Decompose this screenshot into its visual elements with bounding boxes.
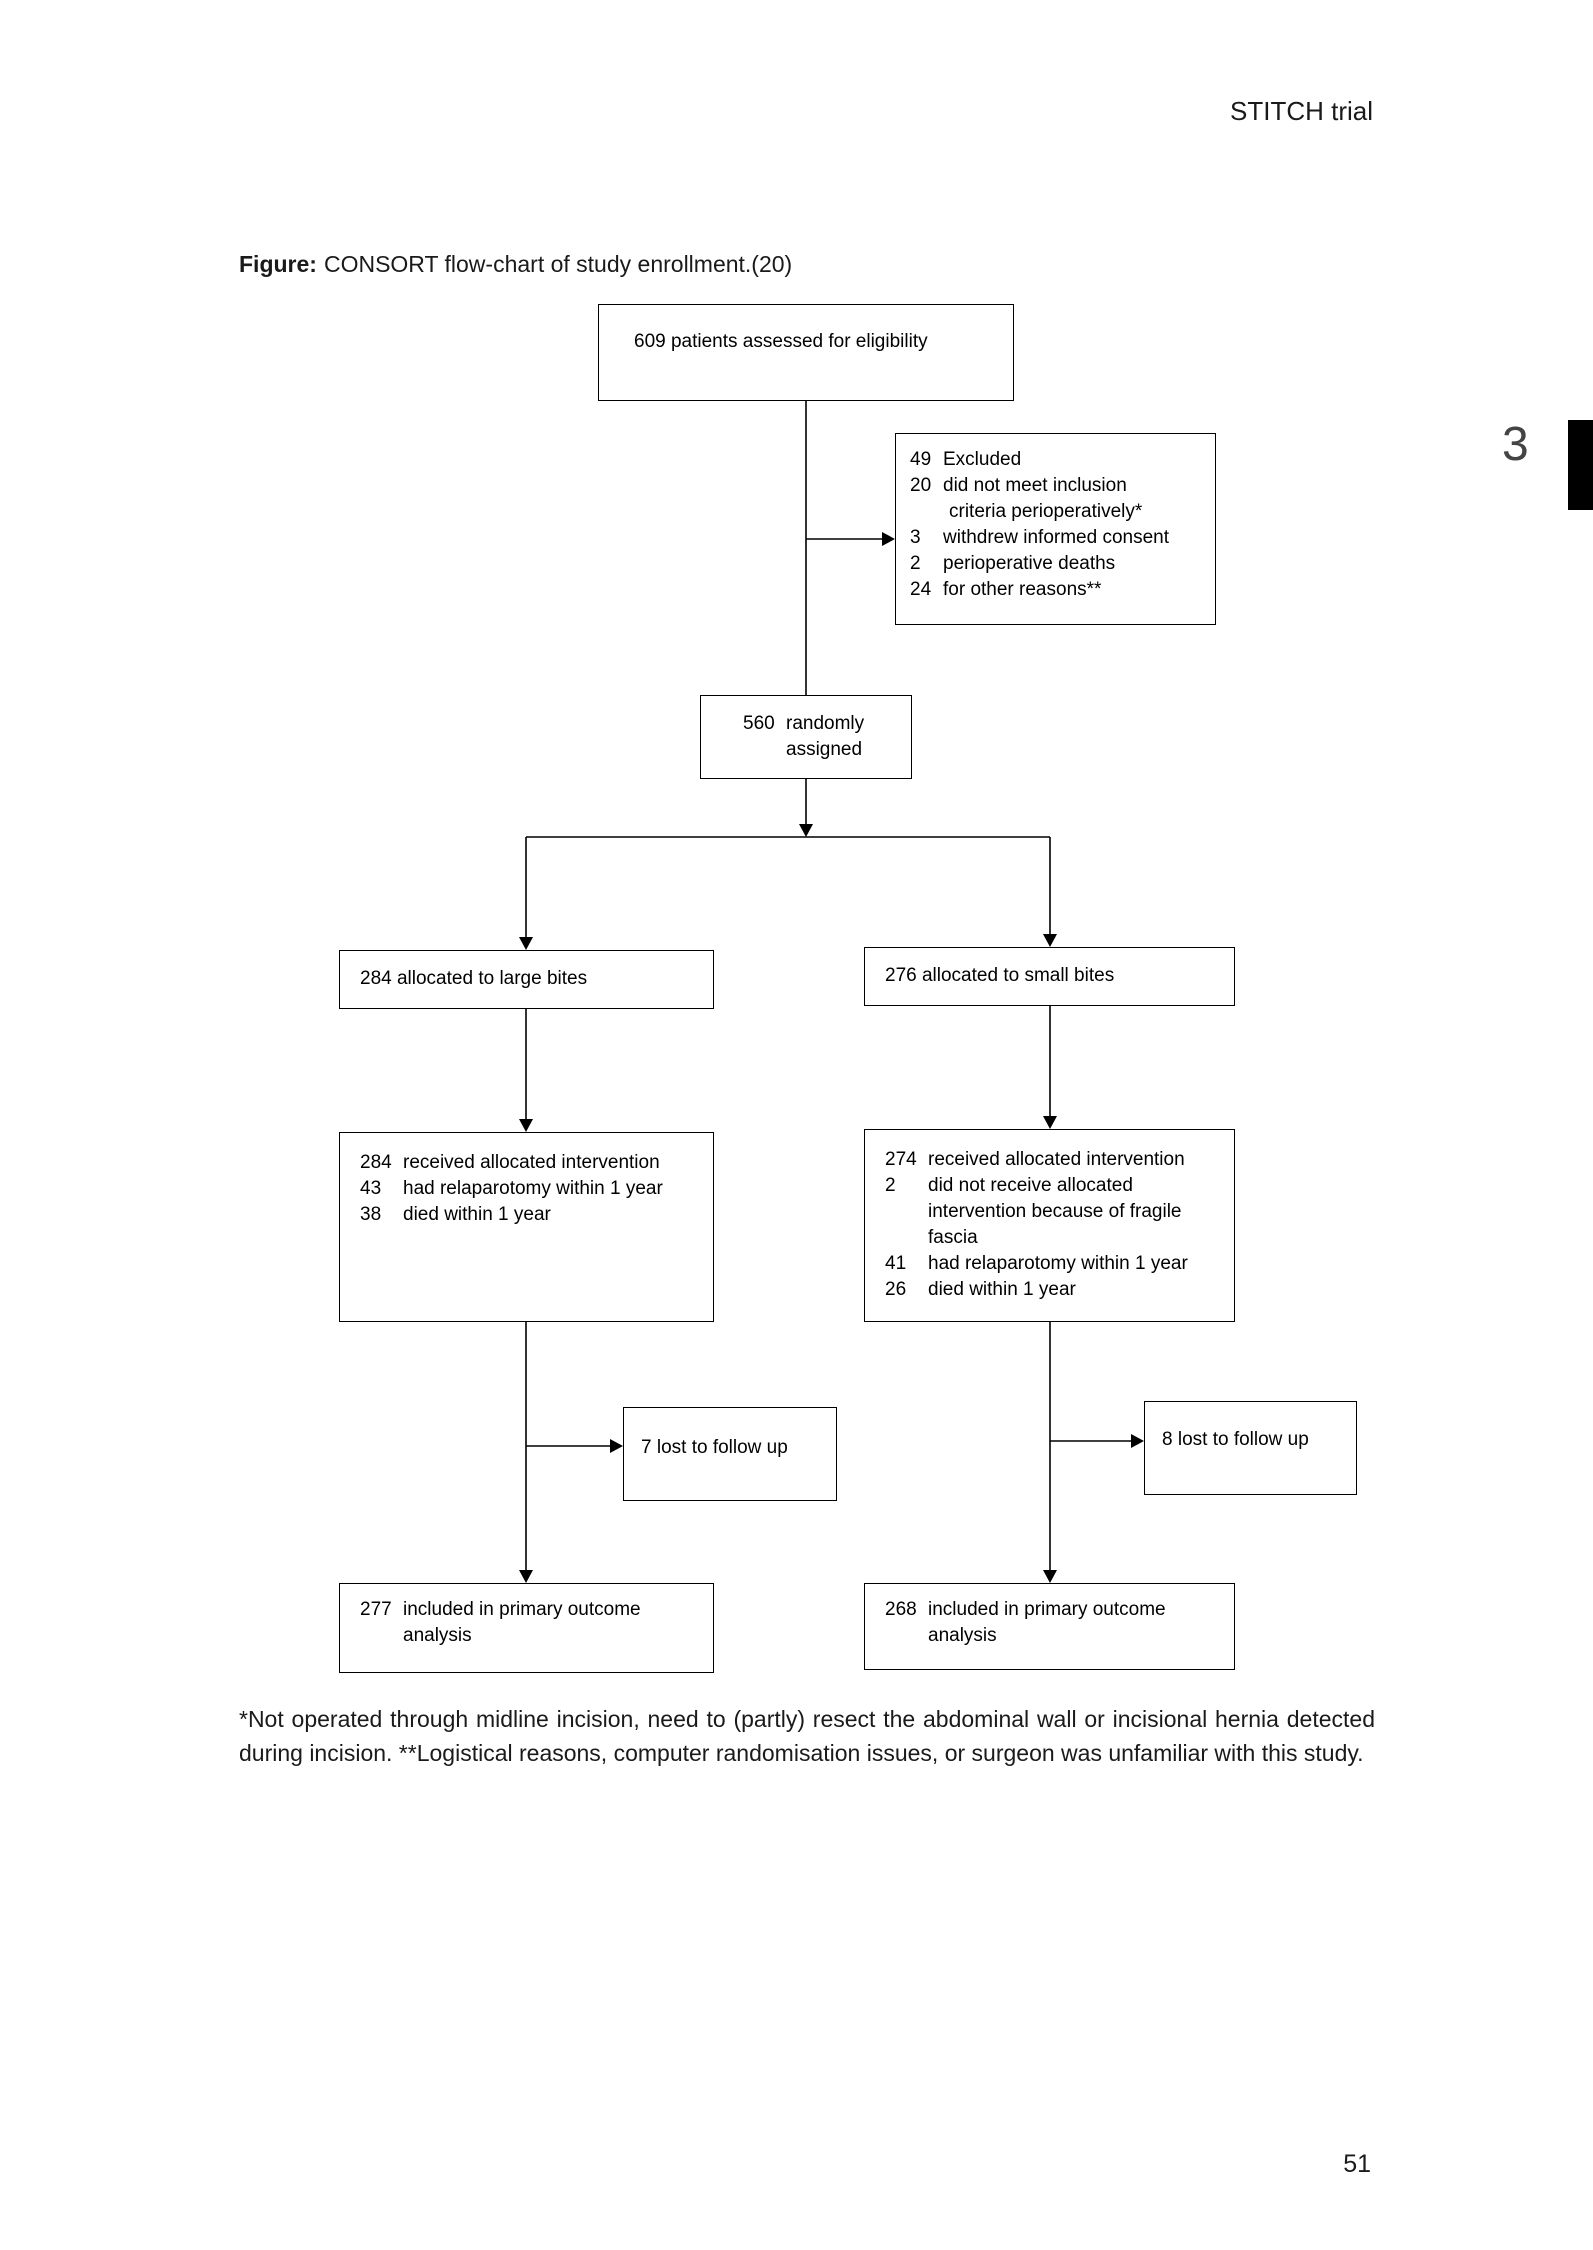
flow-box-allocated-small-bites [864, 947, 1235, 1006]
flow-box-lost-to-follow-up-large [623, 1407, 837, 1501]
box-line [885, 1623, 1226, 1649]
line-number [885, 1623, 928, 1649]
box-line [360, 1176, 705, 1202]
flow-box-primary-outcome-small [864, 1583, 1235, 1670]
line-number: 2 [885, 1175, 896, 1196]
line-number: 26 [885, 1279, 907, 1300]
line-text: did not receive allocated [928, 1175, 1133, 1196]
line-text: included in primary outcome [403, 1599, 641, 1620]
box-line [885, 1597, 1226, 1623]
box-line [641, 1435, 828, 1461]
line-number [743, 737, 786, 763]
figure-caption [239, 251, 792, 278]
line-number [910, 499, 943, 525]
line-text: died within 1 year [403, 1204, 551, 1225]
flow-box-allocated-large-bites [339, 950, 714, 1009]
box-line [360, 1150, 705, 1176]
line-number: 41 [885, 1253, 907, 1274]
flow-box-intervention-large-bites [339, 1132, 714, 1322]
line-text: randomly [786, 713, 865, 734]
line-text: withdrew informed consent [943, 527, 1169, 548]
line-text: 276 allocated to small bites [885, 965, 1115, 986]
figure-caption-text: CONSORT flow-chart of study enrollment.(20) [323, 251, 793, 277]
figure-caption-label: Figure: [239, 251, 317, 277]
arrowhead-icon [1043, 934, 1057, 947]
chapter-number: 3 [1502, 418, 1529, 471]
line-number: 20 [910, 475, 932, 496]
box-line [360, 1597, 705, 1623]
line-text: included in primary outcome [928, 1599, 1166, 1620]
box-line [360, 1623, 705, 1649]
line-text: received allocated intervention [928, 1149, 1185, 1170]
box-line [360, 966, 705, 992]
box-line [885, 1199, 1226, 1225]
box-line [743, 711, 903, 737]
arrowhead-icon [799, 824, 813, 837]
line-number: 3 [910, 527, 921, 548]
line-number: 560 [743, 713, 775, 734]
line-text: Excluded [943, 449, 1022, 470]
flow-box-lost-to-follow-up-small [1144, 1401, 1357, 1495]
box-line [885, 963, 1226, 989]
box-line [910, 473, 1207, 499]
line-number: 43 [360, 1178, 382, 1199]
line-number: 38 [360, 1204, 382, 1225]
line-number [885, 1199, 928, 1225]
line-number [360, 1623, 403, 1649]
line-text: for other reasons** [943, 579, 1102, 600]
arrowhead-icon [519, 937, 533, 950]
line-number: 277 [360, 1599, 392, 1620]
line-text: fascia [928, 1227, 978, 1248]
box-line [885, 1251, 1226, 1277]
box-line [634, 329, 1003, 355]
flow-box-randomized [700, 695, 912, 779]
line-number: 274 [885, 1149, 917, 1170]
box-line [885, 1147, 1226, 1173]
arrowhead-icon [610, 1439, 623, 1453]
box-line [910, 447, 1207, 473]
line-number: 49 [910, 449, 932, 470]
flow-box-intervention-small-bites [864, 1129, 1235, 1322]
line-text: died within 1 year [928, 1279, 1076, 1300]
line-number: 24 [910, 579, 932, 600]
box-line [910, 525, 1207, 551]
box-line [910, 499, 1207, 525]
line-text: analysis [928, 1625, 997, 1646]
line-number: 268 [885, 1599, 917, 1620]
box-line [885, 1225, 1226, 1251]
line-text: 609 patients assessed for eligibility [634, 331, 928, 352]
arrowhead-icon [1043, 1116, 1057, 1129]
box-line [910, 551, 1207, 577]
figure-footnote: *Not operated through midline incision, need to (partly) resect the abdominal wall or incisional hernia detected during incision. **Logistical reasons, computer randomisation issues, or surgeon was unfamiliar with this study. [239, 1706, 1375, 1766]
line-text: received allocated intervention [403, 1152, 660, 1173]
box-line [1162, 1427, 1348, 1453]
line-number: 2 [910, 553, 921, 574]
page-number: 51 [1343, 2150, 1371, 2178]
box-line [743, 737, 903, 763]
flow-box-primary-outcome-large [339, 1583, 714, 1673]
running-header: STITCH trial [1230, 96, 1373, 126]
line-text: had relaparotomy within 1 year [403, 1178, 663, 1199]
arrowhead-icon [519, 1570, 533, 1583]
line-text: did not meet inclusion [943, 475, 1127, 496]
line-text: had relaparotomy within 1 year [928, 1253, 1188, 1274]
flow-box-eligibility [598, 304, 1014, 401]
line-number: 284 [360, 1152, 392, 1173]
line-text: criteria perioperatively* [949, 501, 1143, 522]
line-number [885, 1225, 928, 1251]
line-text: perioperative deaths [943, 553, 1116, 574]
line-text: 7 lost to follow up [641, 1437, 788, 1458]
chapter-tab-marker [1568, 420, 1593, 510]
line-text: analysis [403, 1625, 472, 1646]
line-text: 284 allocated to large bites [360, 968, 588, 989]
line-text: assigned [786, 739, 863, 760]
line-text: intervention because of fragile [928, 1201, 1182, 1222]
box-line [885, 1277, 1226, 1303]
line-text: 8 lost to follow up [1162, 1429, 1309, 1450]
arrowhead-icon [882, 532, 895, 546]
flow-box-excluded [895, 433, 1216, 625]
box-line [885, 1173, 1226, 1199]
box-line [910, 577, 1207, 603]
box-line [360, 1202, 705, 1228]
arrowhead-icon [1131, 1434, 1144, 1448]
arrowhead-icon [519, 1119, 533, 1132]
arrowhead-icon [1043, 1570, 1057, 1583]
